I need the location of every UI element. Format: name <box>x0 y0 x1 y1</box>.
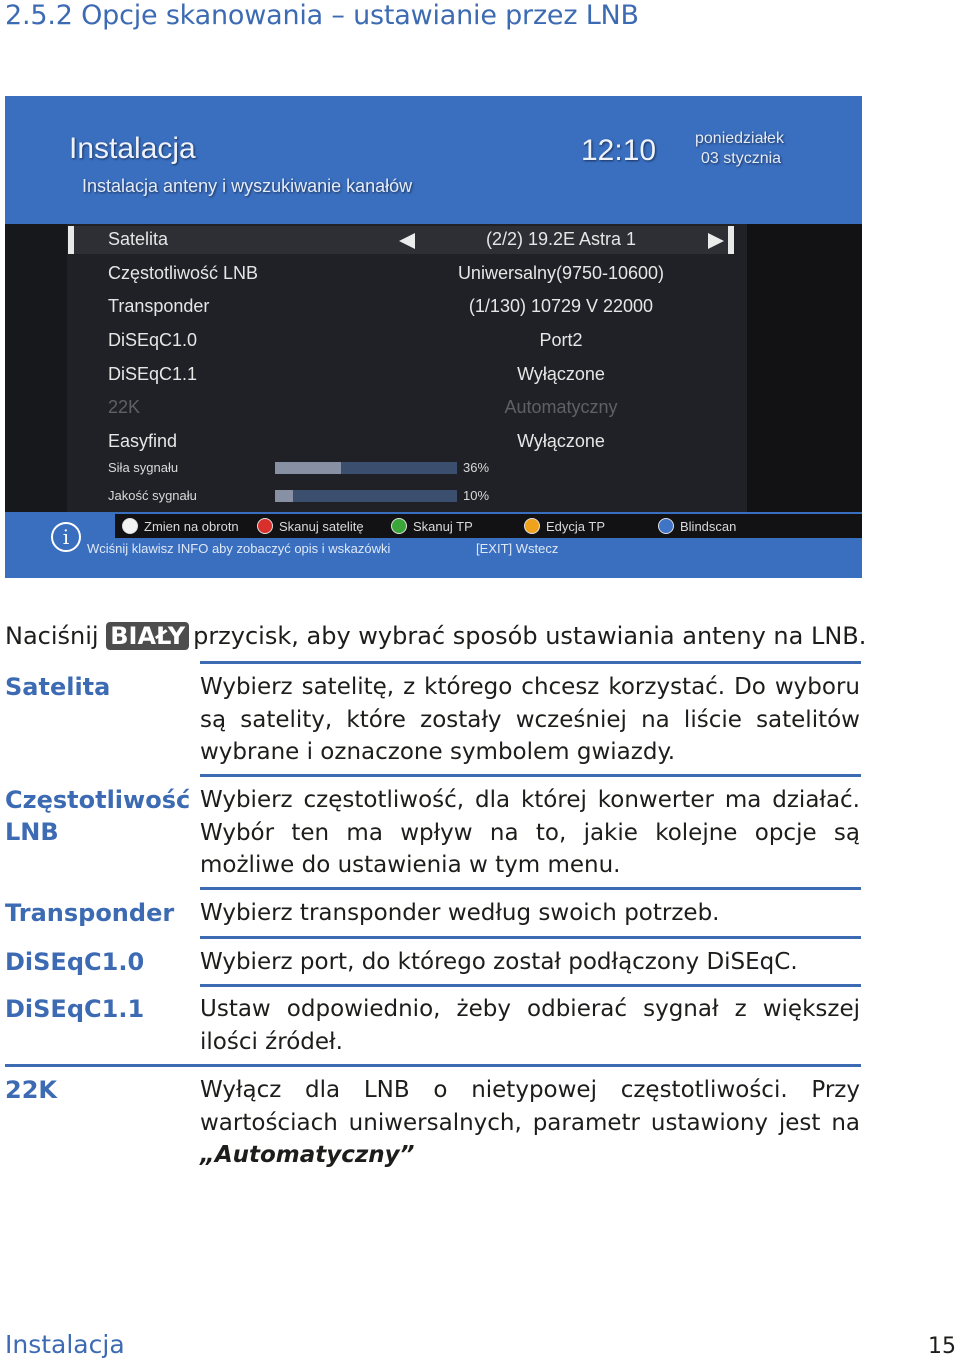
signal-strength-fill <box>275 462 341 474</box>
divider <box>5 1064 861 1067</box>
tv-row-value-lnb[interactable]: Uniwersalny(9750-10600) <box>457 263 665 283</box>
term-diseqc10: DiSEqC1.0 <box>5 948 145 976</box>
term-transponder: Transponder <box>5 899 175 927</box>
section-title: 2.5.2 Opcje skanowania – ustawianie przez LNB <box>5 0 639 31</box>
term-22k: 22K <box>5 1076 57 1104</box>
tv-row-label-satelita[interactable]: Satelita <box>108 229 169 249</box>
intro-suffix: przycisk, aby wybrać sposób ustawiania anteny na LNB. <box>193 622 867 650</box>
legend-label: Zmien na obrotn <box>144 518 239 534</box>
legend-blue-button[interactable] <box>658 516 736 536</box>
term-satelita: Satelita <box>5 673 111 701</box>
legend-label: Skanuj TP <box>413 518 473 534</box>
divider <box>200 661 861 664</box>
tv-row-value-diseqc10[interactable]: Port2 <box>539 330 583 350</box>
yellow-circle-icon <box>524 518 540 534</box>
signal-strength-label: Siła sygnału <box>108 460 179 475</box>
tv-row-label-lnb[interactable]: Częstotliwość LNB <box>108 263 259 283</box>
tv-clock: 12:10 <box>581 134 657 167</box>
tv-row-value-diseqc11[interactable]: Wyłączone <box>517 364 605 384</box>
tv-row-value-satelita[interactable]: (2/2) 19.2E Astra 1 <box>485 229 637 249</box>
term-czestotliwosc-lnb: Częstotliwość LNB <box>5 786 191 846</box>
tv-row-label-easyfind[interactable]: Easyfind <box>108 431 178 451</box>
green-circle-icon <box>391 518 407 534</box>
white-circle-icon <box>122 518 138 534</box>
signal-quality-percent: 10% <box>463 488 490 503</box>
desc-22k-text: Wyłącz dla LNB o nietypowej częstotliwości. Przy wartościach uniwersalnych, parametr ustawiony jest na <box>200 1077 860 1136</box>
signal-quality-label: Jakość sygnału <box>108 488 197 503</box>
blue-circle-icon <box>658 518 674 534</box>
arrow-left-icon[interactable] <box>399 233 415 249</box>
tv-title: Instalacja <box>69 132 196 165</box>
legend-label: Blindscan <box>680 518 737 534</box>
tv-row-label-22k: 22K <box>108 397 141 417</box>
tv-row-label-diseqc11[interactable]: DiSEqC1.1 <box>108 364 198 384</box>
legend-green-button[interactable] <box>391 516 473 536</box>
divider <box>200 774 861 777</box>
tv-row-label-transponder[interactable]: Transponder <box>108 296 210 316</box>
legend-white-button[interactable] <box>122 516 239 536</box>
desc-22k-emphasis: „Automatyczny” <box>200 1142 415 1168</box>
tv-row-value-easyfind[interactable]: Wyłączone <box>517 431 605 451</box>
desc-diseqc11: Ustaw odpowiednio, żeby odbierać sygnał z większej ilości źródeł. <box>200 996 860 1055</box>
divider <box>200 936 861 939</box>
tv-row-value-22k: Automatyczny <box>504 397 618 417</box>
legend-label: Edycja TP <box>546 518 606 534</box>
divider <box>200 887 861 890</box>
intro-text <box>5 622 866 650</box>
info-icon[interactable]: i <box>51 522 81 552</box>
footer-chapter: Instalacja <box>5 1330 125 1359</box>
tv-row-value-transponder[interactable]: (1/130) 10729 V 22000 <box>468 296 654 316</box>
desc-diseqc10: Wybierz port, do którego został podłączony DiSEqC. <box>200 949 798 975</box>
tv-date: 03 stycznia <box>701 150 782 167</box>
signal-strength-bar <box>275 462 457 474</box>
legend-yellow-button[interactable] <box>524 516 605 536</box>
desc-satelita: Wybierz satelitę, z którego chcesz korzystać. Do wyboru są satelity, które zostały wcześniej na liście satelitów wybrane i oznaczone symbolem gwiazdy. <box>200 674 860 765</box>
intro-prefix: Naciśnij <box>5 622 99 650</box>
signal-quality-fill <box>275 490 293 502</box>
tv-day: poniedziałek <box>695 130 784 147</box>
desc-transponder: Wybierz transponder według swoich potrzeb. <box>200 900 720 926</box>
divider <box>200 984 861 987</box>
white-key-badge: BIAŁY <box>106 622 189 650</box>
signal-strength-percent: 36% <box>463 460 490 475</box>
arrow-right-icon[interactable] <box>708 233 724 249</box>
signal-quality-bar <box>275 490 457 502</box>
red-circle-icon <box>257 518 273 534</box>
tv-exit-hint[interactable]: [EXIT] Wstecz <box>476 541 559 556</box>
tv-info-hint: Wciśnij klawisz INFO aby zobaczyć opis i wskazówki <box>87 541 391 556</box>
desc-czestotliwosc-lnb: Wybierz częstotliwość, dla której konwerter ma działać. Wybór ten ma wpływ na to, jakie kolejne opcje są możliwe do ustawienia w tym menu. <box>200 787 860 878</box>
legend-red-button[interactable] <box>257 516 364 536</box>
tv-subtitle: Instalacja anteny i wyszukiwanie kanałów <box>82 176 413 196</box>
tv-side-panel <box>747 224 862 512</box>
term-diseqc11: DiSEqC1.1 <box>5 995 145 1023</box>
tv-screenshot <box>5 96 862 578</box>
legend-label: Skanuj satelitę <box>279 518 364 534</box>
desc-22k <box>200 1074 860 1172</box>
page-number: 15 <box>928 1334 956 1359</box>
tv-row-label-diseqc10[interactable]: DiSEqC1.0 <box>108 330 198 350</box>
